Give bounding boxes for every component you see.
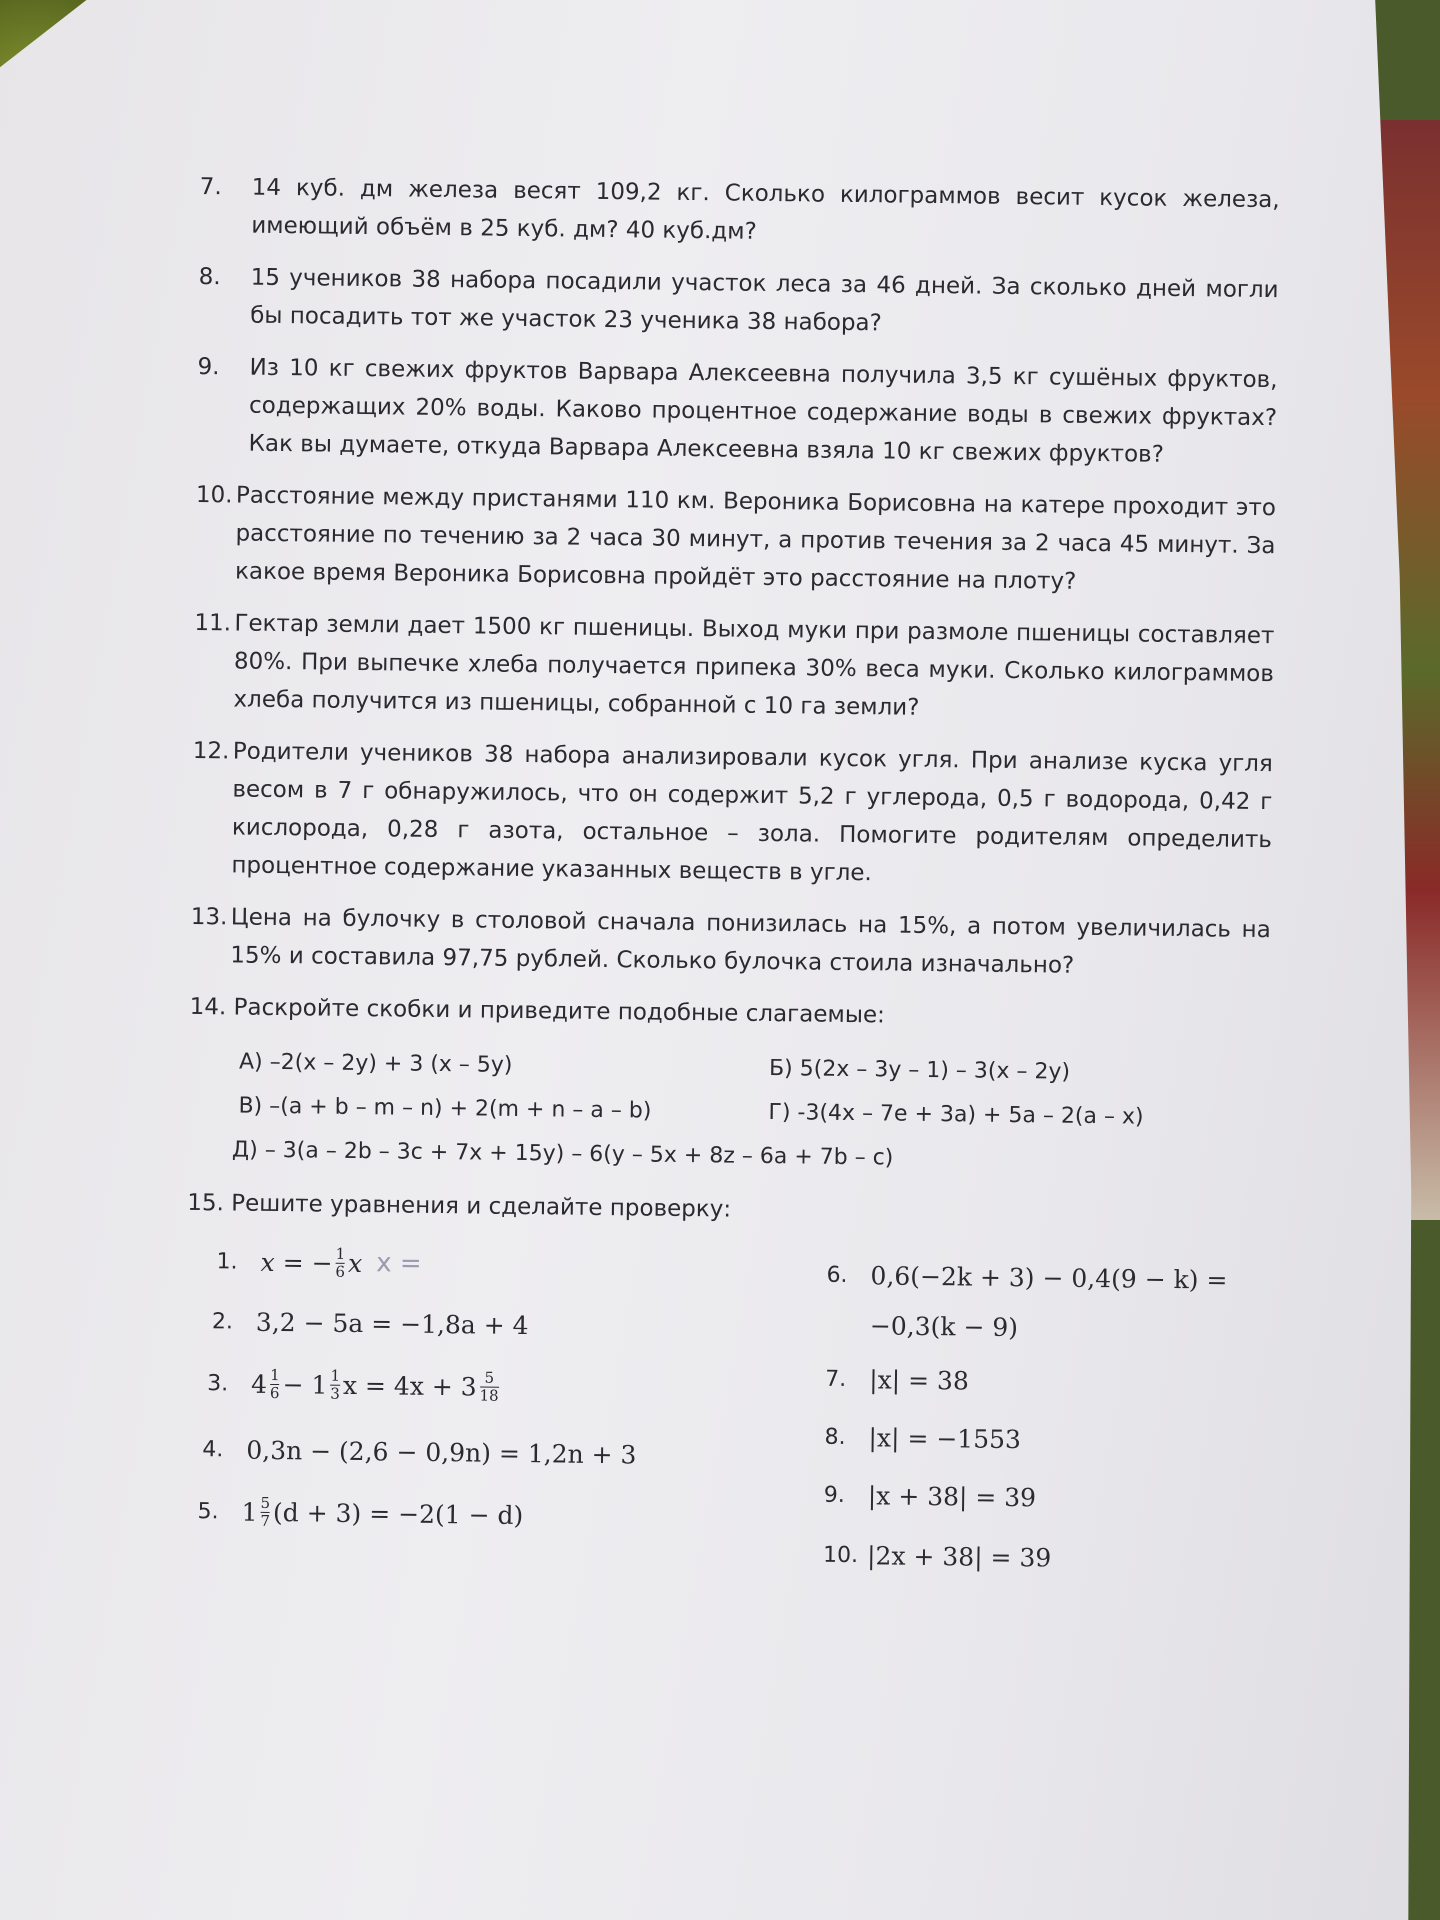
equation-number: 4. [202, 1436, 224, 1462]
task-number: 13. [190, 903, 228, 931]
equation-line-2: −0,3(k − 9) [869, 1310, 1019, 1342]
equation-2 [212, 1298, 529, 1348]
task-13 [190, 898, 1271, 987]
task-8 [198, 258, 1279, 347]
task-12 [191, 732, 1273, 897]
task-14-b: Б) 5(2x – 3y – 1) – 3(x – 2y) [768, 1056, 1071, 1085]
equation-text: |2x + 38| = 39 [866, 1540, 1052, 1573]
equation-text: (d + 3) = −2(1 − d) [272, 1497, 524, 1530]
equation-rhs: x [347, 1248, 363, 1278]
task-text: Родители учеников 38 набора анализировали кусок угля. При анализе куска угля весом в 7 г обнаружилось, что он содержит 5,2 г углерода, 0,5 г водорода, 0,42 г кислорода, 0,28 г азота, остальное – зола. Помогите родителям определить процентное содержание указанных веществ в угле. [231, 738, 1273, 887]
task-14-row-2 [238, 1087, 1268, 1140]
equation-7 [825, 1356, 969, 1404]
fraction [260, 1494, 270, 1529]
equation-9 [824, 1472, 1037, 1521]
equation-1 [216, 1238, 422, 1287]
task-text: 14 куб. дм железа весят 109,2 кг. Сколько килограммов весит кусок железа, имеющий объём в 25 куб. дм? 40 куб.дм? [251, 174, 1280, 245]
fraction-denominator: 6 [269, 1383, 280, 1402]
fraction-numerator: 1 [270, 1365, 280, 1384]
equation-number: 1. [216, 1248, 238, 1275]
equation-4 [202, 1426, 637, 1477]
fraction-numerator: 1 [335, 1244, 346, 1263]
task-14-heading: 14. Раскройте скобки и приведите подобные слагаемые: [189, 993, 886, 1029]
equation-number: 9. [823, 1482, 845, 1508]
equation-6-continued [870, 1302, 1019, 1350]
worksheet-content [183, 168, 1280, 1611]
equation-number: 6. [826, 1262, 848, 1288]
task-14-row-1 [239, 1043, 1269, 1096]
fraction-numerator: 5 [260, 1493, 271, 1512]
equation-lhs: x = − [260, 1247, 333, 1278]
task-7 [199, 168, 1280, 257]
equation-text: |x + 38| = 39 [867, 1480, 1037, 1512]
task-14-a: А) –2(x – 2y) + 3 (x – 5y) [238, 1049, 513, 1078]
fraction [335, 1245, 345, 1280]
equation-3 [207, 1360, 502, 1410]
task-number: 8. [198, 263, 221, 291]
equation-5 [197, 1488, 523, 1538]
equation-part: x = 4x + 3 [342, 1370, 477, 1401]
task-number: 10. [195, 481, 233, 509]
fraction [479, 1369, 499, 1404]
equation-6 [826, 1252, 1227, 1303]
equation-number: 2. [211, 1308, 234, 1334]
mixed-whole: 1 [241, 1497, 258, 1527]
equation-text: |x| = 38 [869, 1364, 970, 1395]
task-text: Гектар земли дает 1500 кг пшеницы. Выход муки при размоле пшеницы составляет 80%. При выпечке хлеба получается припека 30% веса муки. Сколько килограммов хлеба получится из пшеницы, собранной с 10 га земли? [233, 610, 1275, 721]
equation-number: 10. [822, 1542, 859, 1568]
task-text: Из 10 кг свежих фруктов Варвара Алексеевна получила 3,5 кг сушёных фруктов, содержащих 20% воды. Каково процентное содержание воды в свежих фруктах? Как вы думаете, откуда Варвара Алексеевна взяла 10 кг свежих фруктов? [248, 354, 1278, 468]
task-11 [193, 604, 1274, 731]
fraction-numerator: 5 [484, 1368, 495, 1387]
fraction-denominator: 6 [335, 1262, 346, 1281]
task-text: Цена на булочку в столовой сначала понизилась на 15%, а потом увеличилась на 15% и составила 97,75 рублей. Сколько булочка стоила изначально? [230, 904, 1271, 979]
equation-text: 0,3n − (2,6 − 0,9n) = 1,2n + 3 [246, 1435, 637, 1469]
task-14-v: В) –(a + b – m – n) + 2(m + n – a – b) [238, 1093, 652, 1124]
task-15-heading: 15. Решите уравнения и сделайте проверку: [187, 1189, 732, 1223]
task-text: 15 учеников 38 набора посадили участок леса за 46 дней. За сколько дней могли бы посадить тот же участок 23 ученика 38 набора? [250, 264, 1279, 337]
equation-part: − 1 [282, 1369, 328, 1400]
task-number: 12. [192, 737, 230, 765]
equation-number: 5. [197, 1498, 219, 1524]
equation-number: 7. [825, 1366, 847, 1392]
task-14-d: Д) – 3(a – 2b – 3c + 7x + 15y) – 6(y – 5x + 8z – 6a + 7b – c) [231, 1137, 894, 1171]
fraction-denominator: 18 [479, 1386, 499, 1405]
fraction-denominator: 3 [330, 1384, 340, 1403]
task-14-g: Г) -3(4x – 7e + 3a) + 5a – 2(a – x) [768, 1100, 1144, 1130]
task-9 [196, 348, 1277, 475]
mixed-whole: 4 [250, 1369, 268, 1399]
equation-8 [824, 1414, 1021, 1462]
fraction-numerator: 1 [330, 1366, 341, 1385]
fraction [270, 1366, 280, 1401]
task-number: 7. [199, 173, 222, 201]
equation-number: 8. [824, 1424, 846, 1450]
equation-text: |x| = −1553 [868, 1422, 1022, 1454]
equations-grid [183, 1238, 1267, 1611]
task-number: 11. [194, 609, 232, 637]
equation-line-1: 0,6(−2k + 3) − 0,4(9 − k) = [870, 1260, 1228, 1295]
fraction [330, 1367, 340, 1402]
task-number: 9. [197, 353, 220, 381]
task-text: Расстояние между пристанями 110 км. Вероника Борисовна на катере проходит это расстояние по течению за 2 часа 30 минут, а против течения за 2 часа 45 минут. За какое время Вероника Борисовна пройдёт это расстояние на плоту? [234, 482, 1277, 595]
equation-number: 3. [207, 1370, 229, 1396]
task-10 [195, 476, 1276, 603]
equation-text: 3,2 − 5a = −1,8a + 4 [255, 1307, 529, 1340]
equation-10 [823, 1532, 1052, 1581]
fraction-denominator: 7 [260, 1511, 271, 1530]
pencil-note: x = [375, 1248, 422, 1279]
